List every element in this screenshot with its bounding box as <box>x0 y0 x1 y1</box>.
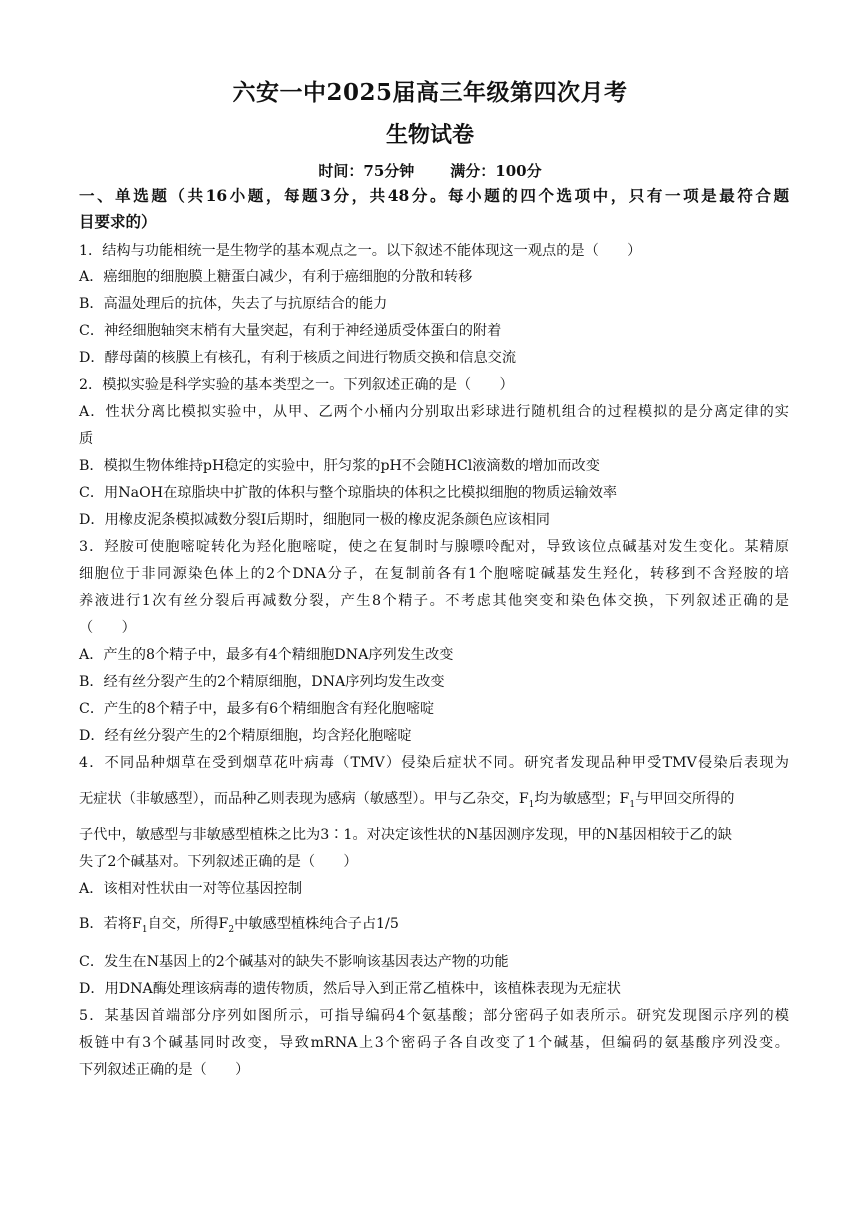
q5-stem: 5．某基因首端部分序列如图所示，可指导编码4个氨基酸；部分密码子如表所示。研究发现图示序列的模 <box>79 1008 789 1024</box>
q2-option-a: A．性状分离比模拟实验中，从甲、乙两个小桶内分别取出彩球进行随机组合的过程模拟的是分离定律的实 <box>79 404 789 420</box>
q3-option-b: B．经有丝分裂产生的2个精原细胞，DNA序列均发生改变 <box>79 674 445 690</box>
q5-stem-line3: 下列叙述正确的是（ ） <box>79 1062 250 1078</box>
q1-option-c: C．神经细胞轴突末梢有大量突起，有利于神经递质受体蛋白的附着 <box>79 323 502 339</box>
q2-option-a-cont: 质 <box>79 431 94 447</box>
q1-stem: 1．结构与功能相统一是生物学的基本观点之一。以下叙述不能体现这一观点的是（ ） <box>79 243 642 259</box>
q4-stem-line4: 失了2个碱基对。下列叙述正确的是（ ） <box>79 854 358 870</box>
q3-stem: 3．羟胺可使胞嘧啶转化为羟化胞嘧啶，使之在复制时与腺嘌呤配对，导致该位点碱基对发生变化。某精原 <box>79 539 789 555</box>
q3-option-d: D．经有丝分裂产生的2个精原细胞，均含羟化胞嘧啶 <box>79 728 412 744</box>
q2-stem: 2．模拟实验是科学实验的基本类型之一。下列叙述正确的是（ ） <box>79 377 514 393</box>
q2-option-b: B．模拟生物体维持pH稳定的实验中，肝匀浆的pH不会随HCl液滴数的增加而改变 <box>79 458 600 474</box>
q3-stem-line2: 细胞位于非同源染色体上的2个DNA分子，在复制前各有1个胞嘧啶碱基发生羟化，转移到不含羟胺的培 <box>79 566 789 582</box>
q1-option-a: A．癌细胞的细胞膜上糖蛋白减少，有利于癌细胞的分散和转移 <box>79 269 473 285</box>
q3-stem-line4: （ ） <box>79 620 136 636</box>
q1-option-d: D．酵母菌的核膜上有核孔，有利于核质之间进行物质交换和信息交流 <box>79 350 517 366</box>
q1-option-b: B．高温处理后的抗体，失去了与抗原结合的能力 <box>79 296 388 312</box>
q2-option-c: C．用NaOH在琼脂块中扩散的体积与整个琼脂块的体积之比模拟细胞的物质运输效率 <box>79 485 618 501</box>
q4-option-a: A．该相对性状由一对等位基因控制 <box>79 881 303 897</box>
q4-stem: 4．不同品种烟草在受到烟草花叶病毒（TMV）侵染后症状不同。研究者发现品种甲受TMV侵染后表现为 <box>79 755 789 771</box>
exam-meta <box>0 160 860 181</box>
q4-option-b: B．若将$F_1$自交，所得$F_2$中敏感型植株纯合子占1/5 <box>79 916 399 935</box>
q3-stem-line3: 养液进行1次有丝分裂后再减数分裂，产生8个精子。不考虑其他突变和染色体交换，下列叙述正确的是 <box>79 593 789 609</box>
time-limit: 时间：75分钟 <box>318 162 415 180</box>
exam-title: 六安一中2025届高三年级第四次月考 <box>232 79 628 106</box>
q4-stem-line3: 子代中，敏感型与非敏感型植株之比为3∶1。对决定该性状的N基因测序发现，甲的N基因相较于乙的缺 <box>79 827 732 843</box>
section-heading-cont: 目要求的） <box>79 212 157 231</box>
full-score: 满分：100分 <box>450 162 542 180</box>
q4-option-d: D．用DNA酶处理该病毒的遗传物质，然后导入到正常乙植株中，该植株表现为无症状 <box>79 981 621 997</box>
q5-stem-line2: 板链中有3个碱基同时改变，导致mRNA上3个密码子各自改变了1个碱基，但编码的氨基酸序列没变。 <box>79 1035 789 1051</box>
q2-option-d: D．用橡皮泥条模拟减数分裂Ⅰ后期时，细胞同一极的橡皮泥条颜色应该相同 <box>79 512 550 528</box>
subject-title: 生物试卷 <box>385 122 474 148</box>
section-heading: 一、单选题（共16小题，每题3分，共48分。每小题的四个选项中，只有一项是最符合题 <box>79 186 789 205</box>
q3-option-c: C．产生的8个精子中，最多有6个精细胞含有羟化胞嘧啶 <box>79 701 435 717</box>
q3-option-a: A．产生的8个精子中，最多有4个精细胞DNA序列发生改变 <box>79 647 454 663</box>
q4-option-c: C．发生在N基因上的2个碱基对的缺失不影响该基因表达产物的功能 <box>79 954 509 970</box>
q4-stem-line2: 无症状（非敏感型），而品种乙则表现为感病（敏感型）。甲与乙杂交，$F_1$均为敏感型；$F_1$与甲回交所得的 <box>79 791 735 810</box>
